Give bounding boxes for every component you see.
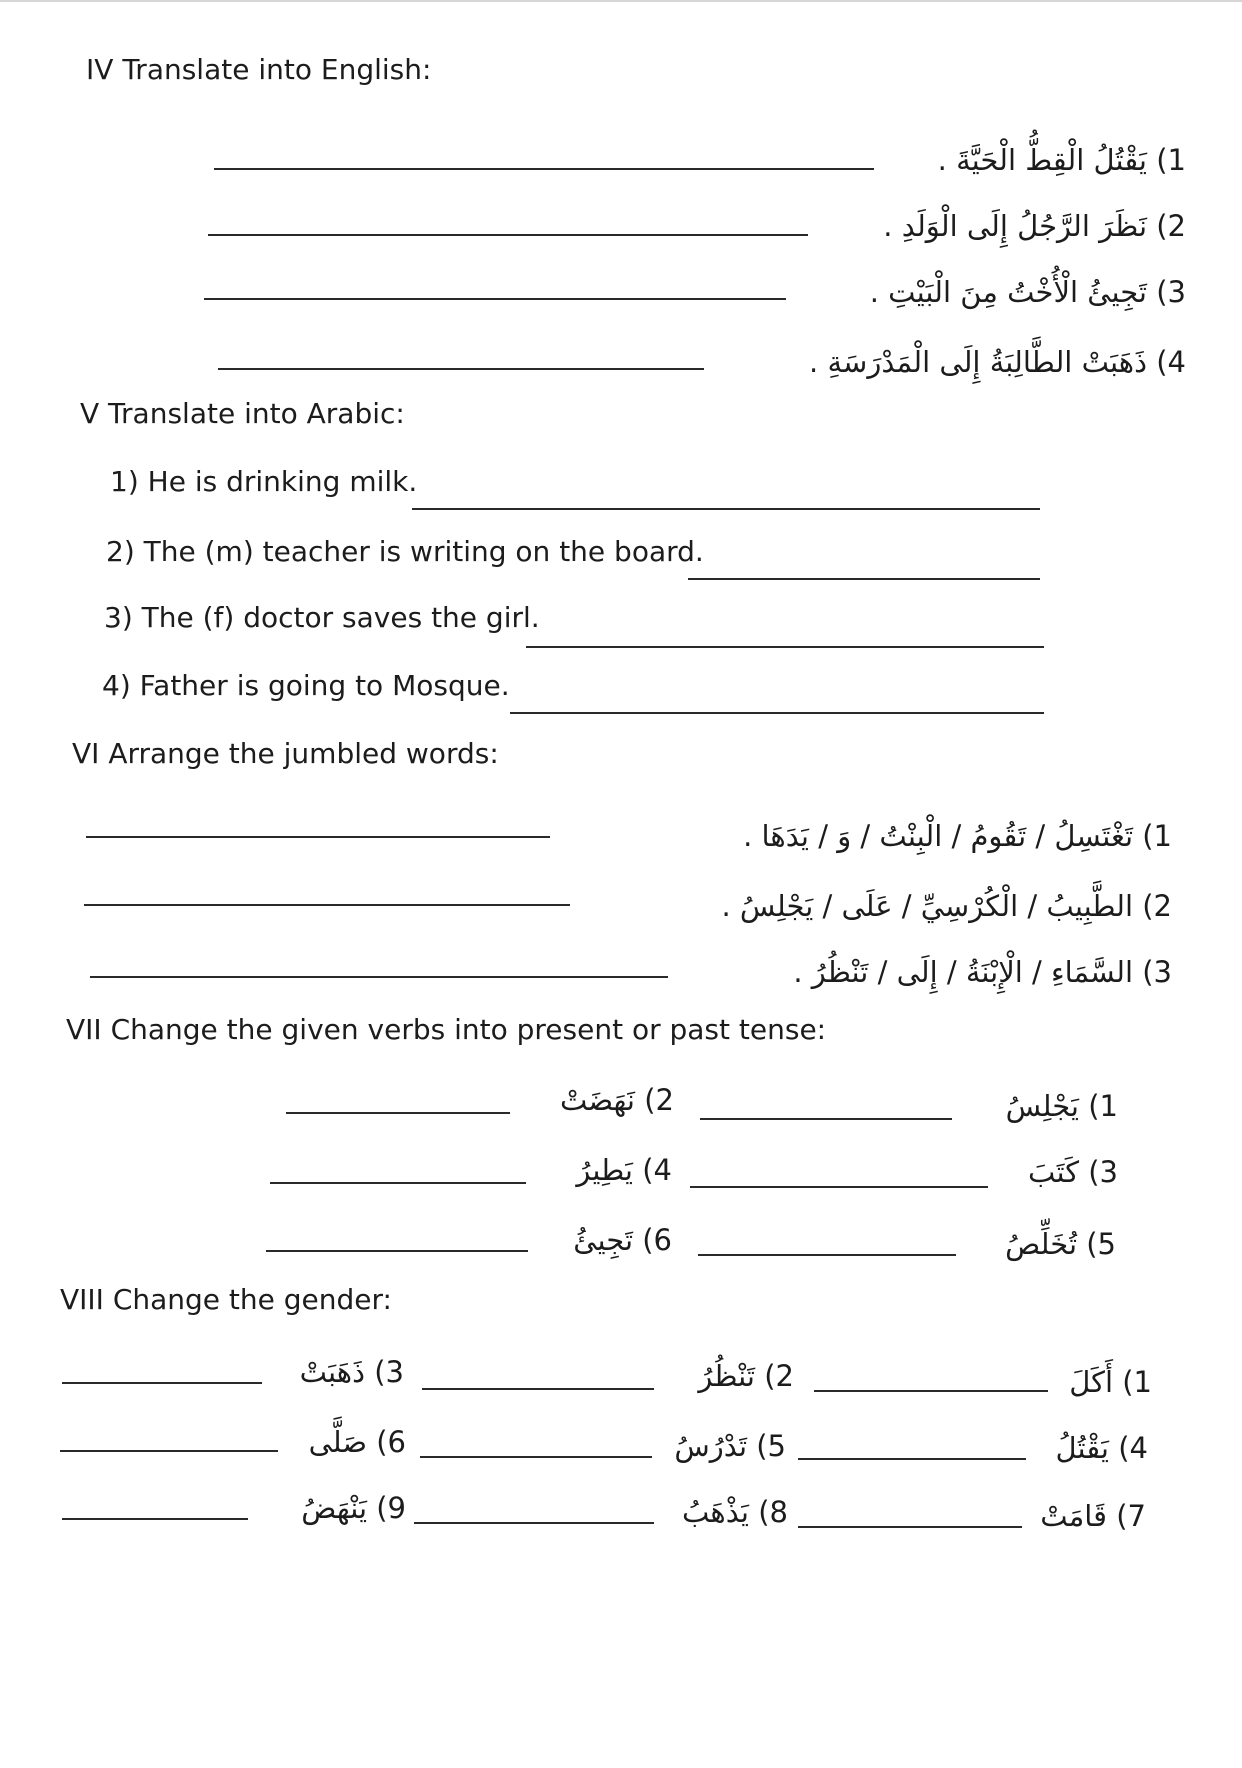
answer-line-viii-4[interactable] — [798, 1458, 1026, 1460]
answer-line-vii-6[interactable] — [266, 1250, 528, 1252]
answer-line-viii-5[interactable] — [420, 1456, 652, 1458]
section-viii-item-9: 9) يَنْهَضُ — [301, 1491, 406, 1525]
section-viii-item-7: 7) قَامَتْ — [1040, 1499, 1146, 1533]
section-iv-item-2: 2) نَظَرَ الرَّجُلُ إِلَى الْوَلَدِ . — [883, 209, 1186, 243]
answer-line-vii-2[interactable] — [286, 1112, 510, 1114]
answer-line-viii-1[interactable] — [814, 1390, 1048, 1392]
answer-line-vi-1[interactable] — [86, 836, 550, 838]
section-vi-heading: VI Arrange the jumbled words: — [72, 737, 499, 770]
section-viii-item-6: 6) صَلَّى — [308, 1425, 406, 1459]
section-iv-item-3: 3) تَجِيئُ الْأُخْتُ مِنَ الْبَيْتِ . — [869, 275, 1186, 309]
page-top-edge — [0, 0, 1242, 2]
answer-line-v-4[interactable] — [510, 712, 1044, 714]
section-viii-item-4: 4) يَقْتُلُ — [1055, 1431, 1148, 1465]
answer-line-vi-3[interactable] — [90, 976, 668, 978]
answer-line-viii-7[interactable] — [798, 1526, 1022, 1528]
section-v-item-1: 1) He is drinking milk. — [110, 465, 418, 498]
answer-line-v-3[interactable] — [526, 646, 1044, 648]
answer-line-iv-3[interactable] — [204, 298, 786, 300]
answer-line-vi-2[interactable] — [84, 904, 570, 906]
answer-line-vii-1[interactable] — [700, 1118, 952, 1120]
section-iv-item-4: 4) ذَهَبَتْ الطَّالِبَةُ إِلَى الْمَدْرَسَةِ . — [809, 345, 1186, 379]
section-iv-heading: IV Translate into English: — [86, 53, 432, 86]
section-v-item-4: 4) Father is going to Mosque. — [102, 669, 510, 702]
answer-line-viii-9[interactable] — [62, 1518, 248, 1520]
section-vi-item-2: 2) الطَّبِيبُ / الْكُرْسِيِّ / عَلَى / يَجْلِسُ . — [721, 889, 1172, 923]
section-vii-item-6: 6) تَجِيئُ — [573, 1223, 672, 1257]
answer-line-vii-4[interactable] — [270, 1182, 526, 1184]
section-viii-item-3: 3) ذَهَبَتْ — [299, 1355, 404, 1389]
section-vi-item-1: 1) تَغْتَسِلُ / تَقُومُ / الْبِنْتُ / وَ / يَدَهَا . — [743, 819, 1172, 853]
section-vii-item-5: 5) تُخَلِّصُ — [1005, 1227, 1116, 1261]
answer-line-vii-3[interactable] — [690, 1186, 988, 1188]
section-vii-heading: VII Change the given verbs into present or past tense: — [66, 1013, 827, 1046]
answer-line-vii-5[interactable] — [698, 1254, 956, 1256]
section-vi-item-3: 3) السَّمَاءِ / الْإِبْنَةُ / إِلَى / تَنْظُرُ . — [793, 955, 1172, 989]
section-vii-item-4: 4) يَطِيرُ — [576, 1153, 672, 1187]
section-viii-item-8: 8) يَذْهَبُ — [681, 1495, 788, 1529]
answer-line-viii-3[interactable] — [62, 1382, 262, 1384]
section-viii-item-2: 2) تَنْظُرُ — [698, 1359, 794, 1393]
answer-line-viii-6[interactable] — [60, 1450, 278, 1452]
answer-line-v-2[interactable] — [688, 578, 1040, 580]
answer-line-iv-4[interactable] — [218, 368, 704, 370]
section-vii-item-1: 1) يَجْلِسُ — [1005, 1089, 1118, 1123]
section-viii-item-1: 1) أَكَلَ — [1069, 1365, 1152, 1399]
section-vii-item-3: 3) كَتَبَ — [1027, 1155, 1118, 1189]
section-v-item-2: 2) The (m) teacher is writing on the board. — [106, 535, 704, 568]
section-viii-item-5: 5) تَدْرُسُ — [674, 1429, 786, 1463]
section-v-item-3: 3) The (f) doctor saves the girl. — [104, 601, 540, 634]
answer-line-v-1[interactable] — [412, 508, 1040, 510]
section-iv-item-1: 1) يَقْتُلُ الْقِطُّ الْحَيَّةَ . — [937, 143, 1186, 177]
section-viii-heading: VIII Change the gender: — [60, 1283, 392, 1316]
answer-line-iv-1[interactable] — [214, 168, 874, 170]
answer-line-iv-2[interactable] — [208, 234, 808, 236]
section-v-heading: V Translate into Arabic: — [80, 397, 405, 430]
answer-line-viii-2[interactable] — [422, 1388, 654, 1390]
answer-line-viii-8[interactable] — [414, 1522, 654, 1524]
section-vii-item-2: 2) نَهَضَتْ — [559, 1083, 674, 1117]
